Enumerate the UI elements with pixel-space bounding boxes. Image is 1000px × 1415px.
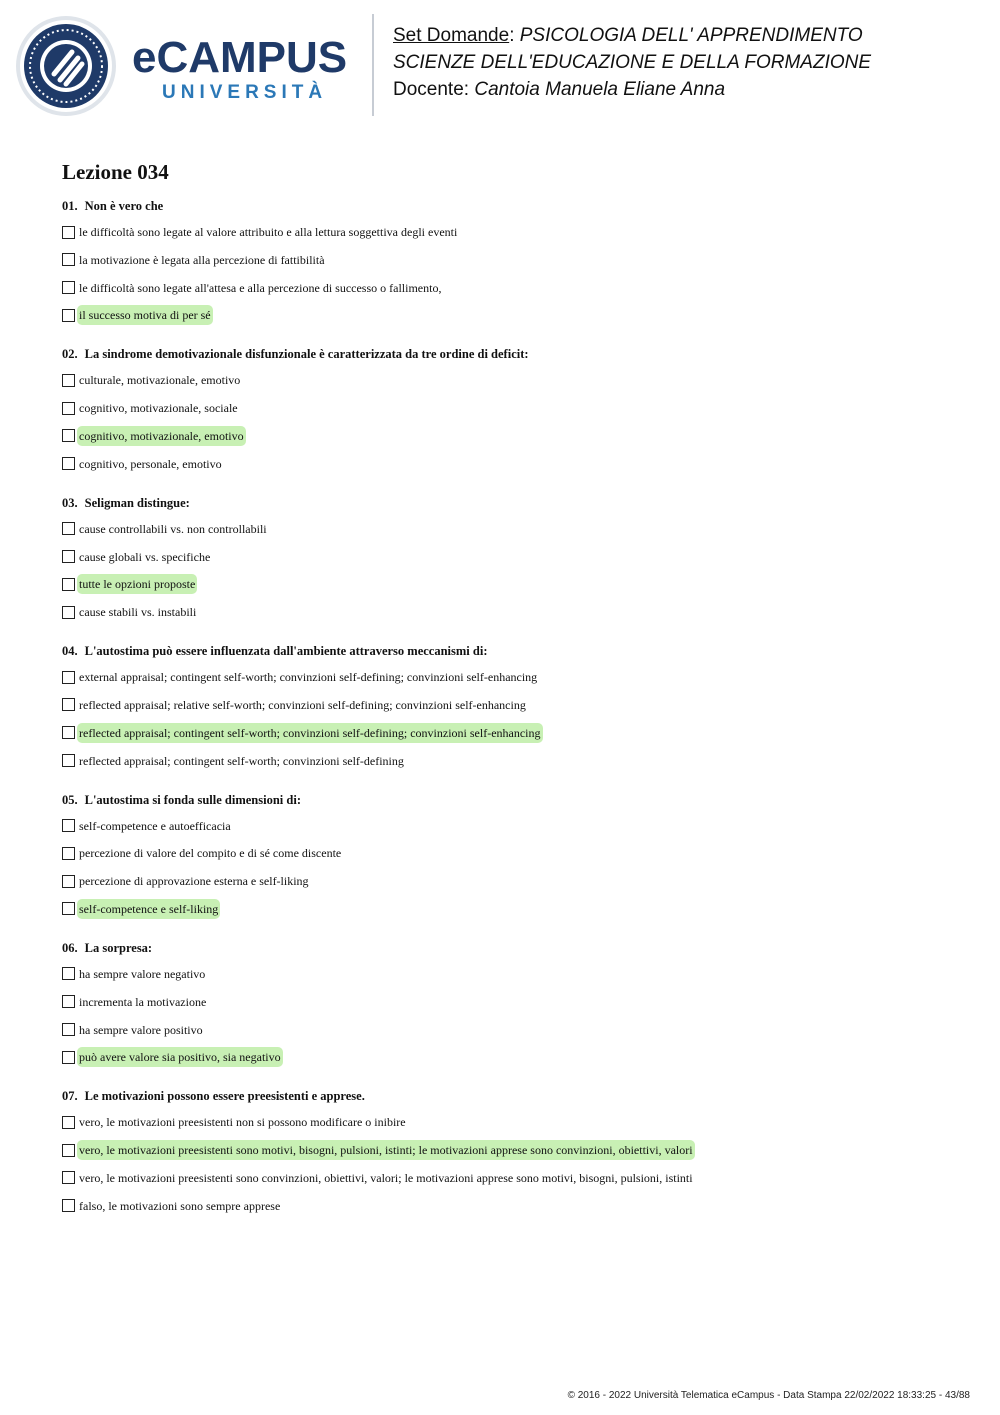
option-text: il successo motiva di per sé [77, 305, 213, 325]
option-text: incrementa la motivazione [79, 994, 207, 1009]
teacher-line: Docente: Cantoia Manuela Eliane Anna [393, 79, 726, 100]
question-text: Non è vero che [84, 199, 164, 213]
course-info [393, 22, 871, 103]
checkbox[interactable] [62, 606, 75, 619]
question-number: 03. [62, 495, 78, 510]
answer-option-correct[interactable] [62, 1047, 962, 1067]
question-text: La sorpresa: [84, 940, 153, 955]
header-divider [372, 14, 374, 116]
checkbox[interactable] [62, 902, 75, 915]
question-block [62, 939, 962, 1067]
answer-option[interactable] [62, 602, 962, 622]
checkbox[interactable] [62, 1171, 75, 1184]
option-text: ha sempre valore negativo [79, 966, 206, 981]
answer-option-correct[interactable] [62, 899, 962, 919]
question-title [62, 1087, 962, 1105]
answer-option[interactable] [62, 992, 962, 1012]
question-number: 02. [62, 347, 78, 362]
answer-option-correct[interactable] [62, 1140, 962, 1160]
question-block [62, 642, 962, 770]
checkbox[interactable] [62, 754, 75, 767]
answer-option[interactable] [62, 843, 962, 863]
checkbox[interactable] [62, 578, 75, 591]
question-block [62, 1087, 962, 1215]
checkbox[interactable] [62, 253, 75, 266]
answer-option[interactable] [62, 222, 962, 242]
option-text: cause controllabili vs. non controllabili [79, 521, 267, 536]
answer-option[interactable] [62, 250, 962, 270]
answer-option[interactable] [62, 751, 962, 771]
checkbox[interactable] [62, 309, 75, 322]
option-text: external appraisal; contingent self-worth; convinzioni self-defining; convinzioni self-enhancing [79, 670, 538, 685]
option-text: le difficoltà sono legate al valore attribuito e alla lettura soggettiva degli eventi [79, 225, 458, 239]
option-text: le difficoltà sono legate all'attesa e alla percezione di successo o fallimento, [79, 280, 442, 295]
checkbox[interactable] [62, 1116, 75, 1129]
question-title [62, 494, 962, 512]
option-text: percezione di approvazione esterna e self-liking [79, 874, 309, 889]
option-text: self-competence e autoefficacia [79, 818, 231, 833]
question-number: 05. [62, 792, 78, 807]
answer-option[interactable] [62, 1020, 962, 1040]
answer-option[interactable] [62, 547, 962, 567]
question-text: La sindrome demotivazionale disfunzionale è caratterizzata da tre ordine di deficit: [84, 347, 529, 362]
ecampus-wordmark [132, 33, 348, 104]
course-name: SCIENZE DELL'EDUCAZIONE E DELLA FORMAZIONE [393, 52, 872, 73]
answer-option-correct[interactable] [62, 305, 962, 325]
checkbox[interactable] [62, 726, 75, 739]
question-list [62, 160, 962, 1236]
checkbox[interactable] [62, 402, 75, 415]
checkbox[interactable] [62, 226, 75, 239]
option-text: cause globali vs. specifiche [79, 549, 211, 564]
question-number: 04. [62, 644, 78, 659]
option-text: la motivazione è legata alla percezione di fattibilità [79, 252, 325, 267]
teacher-name: Cantoia Manuela Eliane Anna [474, 79, 726, 100]
answer-option[interactable] [62, 1168, 962, 1188]
set-title: PSICOLOGIA DELL' APPRENDIMENTO [519, 25, 863, 46]
checkbox[interactable] [62, 671, 75, 684]
checkbox[interactable] [62, 967, 75, 980]
set-label: Set Domande [393, 25, 510, 46]
lesson-title: Lezione 034 [62, 160, 169, 184]
brand-subtitle: UNIVERSITÀ [162, 82, 328, 103]
question-number: 01. [62, 199, 78, 213]
question-title [62, 345, 962, 363]
answer-option[interactable] [62, 454, 962, 474]
option-text: reflected appraisal; relative self-worth; convinzioni self-defining; convinzioni self-enhancing [79, 697, 526, 712]
checkbox[interactable] [62, 374, 75, 387]
answer-option[interactable] [62, 871, 962, 891]
option-text: culturale, motivazionale, emotivo [79, 373, 241, 388]
question-block [62, 197, 962, 325]
brand-name: eCAMPUS [132, 33, 348, 82]
option-text: reflected appraisal; contingent self-worth; convinzioni self-defining; convinzioni self-enhancing [77, 723, 543, 743]
checkbox[interactable] [62, 1199, 75, 1212]
teacher-label: Docente [393, 79, 464, 100]
answer-option[interactable] [62, 695, 962, 715]
checkbox[interactable] [62, 281, 75, 294]
checkbox[interactable] [62, 429, 75, 442]
ecampus-seal-logo [14, 14, 118, 118]
question-title [62, 197, 962, 215]
option-text: può avere valore sia positivo, sia negativo [77, 1047, 283, 1067]
answer-option[interactable] [62, 398, 962, 418]
question-text: Le motivazioni possono essere preesistenti e apprese. [84, 1089, 365, 1104]
answer-option-correct[interactable] [62, 723, 962, 743]
option-text: falso, le motivazioni sono sempre apprese [79, 1198, 281, 1213]
page-header [0, 0, 1000, 130]
answer-option[interactable] [62, 667, 962, 687]
option-text: vero, le motivazioni preesistenti non si possono modificare o inibire [79, 1115, 406, 1130]
question-text: L'autostima può essere influenzata dall'ambiente attraverso meccanismi di: [84, 644, 488, 659]
checkbox[interactable] [62, 457, 75, 470]
question-text: Seligman distingue: [84, 495, 190, 510]
question-title [62, 642, 962, 660]
question-text: L'autostima si fonda sulle dimensioni di: [84, 792, 301, 807]
checkbox[interactable] [62, 847, 75, 860]
answer-option[interactable] [62, 370, 962, 390]
set-line: Set Domande: PSICOLOGIA DELL' APPRENDIMENTO [393, 25, 863, 46]
option-text: self-competence e self-liking [77, 899, 220, 919]
option-text: percezione di valore del compito e di sé come discente [79, 846, 342, 861]
questions-container [62, 197, 962, 1216]
question-block [62, 494, 962, 622]
checkbox[interactable] [62, 819, 75, 832]
checkbox[interactable] [62, 1023, 75, 1036]
option-text: vero, le motivazioni preesistenti sono convinzioni, obiettivi, valori; le motivazioni apprese sono motivi, bisogni, pulsioni, istinti [79, 1170, 693, 1185]
checkbox[interactable] [62, 698, 75, 711]
answer-option-correct[interactable] [62, 426, 962, 446]
option-text: ha sempre valore positivo [79, 1022, 203, 1037]
question-block [62, 791, 962, 919]
checkbox[interactable] [62, 1144, 75, 1157]
question-block [62, 345, 962, 473]
answer-option[interactable] [62, 1196, 962, 1216]
answer-option-correct[interactable] [62, 574, 962, 594]
option-text: cause stabili vs. instabili [79, 605, 197, 620]
answer-option[interactable] [62, 1112, 962, 1132]
question-title [62, 791, 962, 809]
checkbox[interactable] [62, 522, 75, 535]
answer-option[interactable] [62, 519, 962, 539]
option-text: tutte le opzioni proposte [77, 574, 197, 594]
answer-option[interactable] [62, 964, 962, 984]
checkbox[interactable] [62, 550, 75, 563]
checkbox[interactable] [62, 1051, 75, 1064]
question-number: 06. [62, 940, 78, 955]
question-number: 07. [62, 1089, 78, 1104]
question-title [62, 939, 962, 957]
option-text: cognitivo, personale, emotivo [79, 456, 222, 471]
checkbox[interactable] [62, 875, 75, 888]
checkbox[interactable] [62, 995, 75, 1008]
option-text: reflected appraisal; contingent self-worth; convinzioni self-defining [79, 753, 404, 768]
answer-option[interactable] [62, 816, 962, 836]
answer-option[interactable] [62, 278, 962, 298]
option-text: cognitivo, motivazionale, emotivo [77, 426, 246, 446]
page-footer: © 2016 - 2022 Università Telematica eCampus - Data Stampa 22/02/2022 18:33:25 - 43/88 [567, 1390, 970, 1401]
option-text: vero, le motivazioni preesistenti sono motivi, bisogni, pulsioni, istinti; le motivazioni apprese sono convinzioni, obiettivi, valori [77, 1140, 695, 1160]
option-text: cognitivo, motivazionale, sociale [79, 401, 238, 416]
